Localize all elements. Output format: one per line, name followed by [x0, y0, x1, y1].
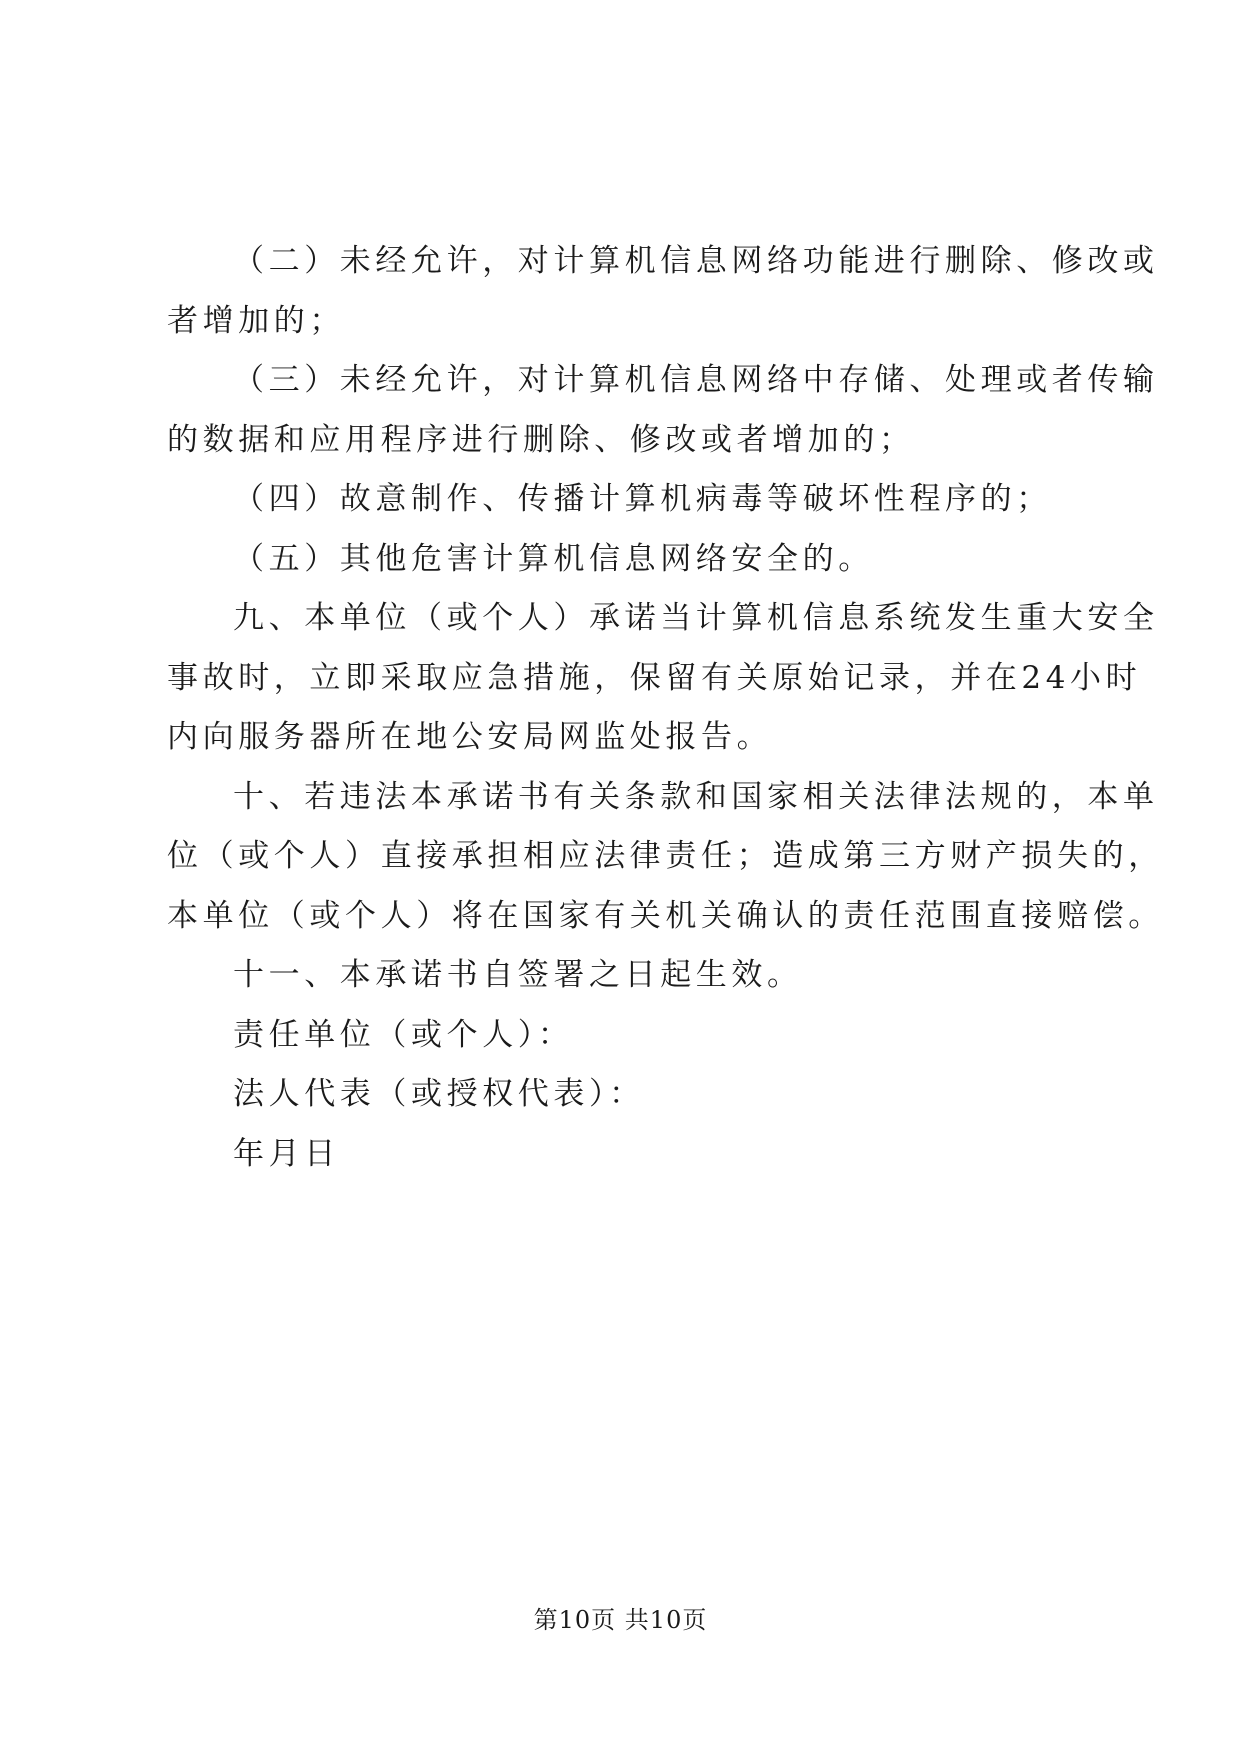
clause-2-line-2: 者增加的；: [167, 302, 345, 339]
clause-4-line: （四）故意制作、传播计算机病毒等破坏性程序的；: [233, 481, 1052, 517]
date-label: 年月日: [233, 1135, 340, 1172]
item-9-line-1: 九、本单位（或个人）承诺当计算机信息系统发生重大安全: [233, 600, 1159, 636]
item-11-line: 十一、本承诺书自签署之日起生效。: [233, 957, 803, 993]
page-number-footer: 第10页 共10页: [533, 1606, 708, 1634]
clause-2-line-1: （二）未经允许，对计算机信息网络功能进行删除、修改或: [233, 243, 1159, 279]
document-body: [167, 232, 1164, 1184]
responsible-party-label: 责任单位（或个人）：: [233, 1016, 574, 1053]
item-10-line-3: 本单位（或个人）将在国家有关机关确认的责任范围直接赔偿。: [167, 897, 1164, 934]
item-9-line-2: 事故时，立即采取应急措施，保留有关原始记录，并在24小时: [167, 659, 1142, 696]
clause-5-line: （五）其他危害计算机信息网络安全的。: [233, 540, 874, 577]
item-10-line-1: 十、若违法本承诺书有关条款和国家相关法律法规的，本单: [233, 778, 1159, 815]
clause-3-line-2: 的数据和应用程序进行删除、修改或者增加的；: [167, 421, 915, 458]
item-10-line-2: 位（或个人）直接承担相应法律责任；造成第三方财产损失的，: [167, 838, 1164, 874]
item-9-line-3: 内向服务器所在地公安局网监处报告。: [167, 719, 773, 755]
legal-representative-label: 法人代表（或授权代表）：: [233, 1076, 645, 1112]
clause-3-line-1: （三）未经允许，对计算机信息网络中存储、处理或者传输: [233, 362, 1159, 398]
